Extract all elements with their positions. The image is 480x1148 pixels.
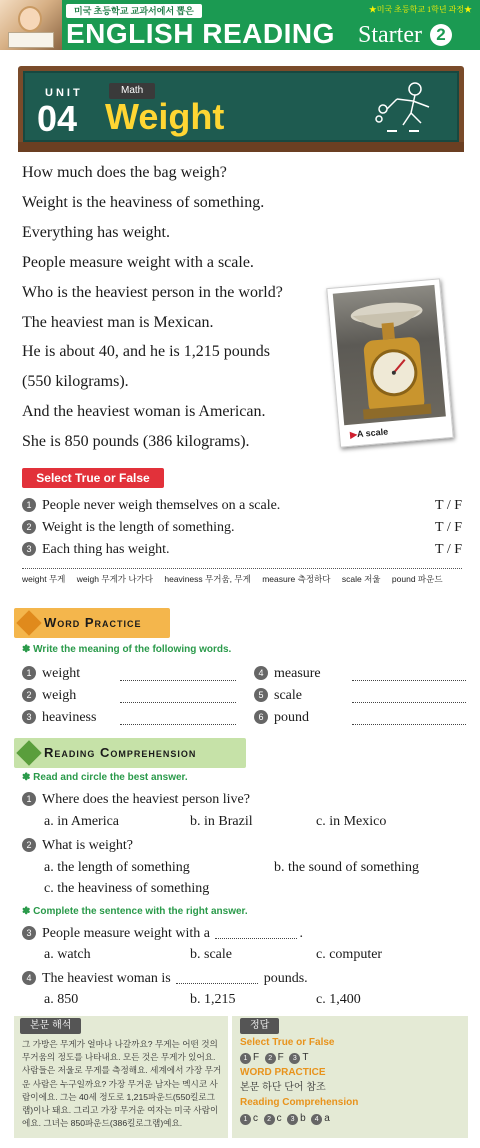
answer-option[interactable]: a. the length of something [44, 860, 190, 875]
answer-blank[interactable] [352, 702, 466, 703]
pencil-icon [16, 740, 41, 765]
answer-option[interactable]: b. in Brazil [190, 814, 253, 829]
answer-option[interactable]: b. 1,215 [190, 992, 236, 1007]
answer-rc-values: 1 c 2 c 3 b 4 a [240, 1112, 330, 1126]
answer-option[interactable]: a. in America [44, 814, 120, 829]
starter-label: Starter [358, 22, 422, 48]
vocabulary-strip [22, 568, 462, 585]
answer-wp-note: 본문 하단 단어 참조 [240, 1082, 326, 1093]
answer-blank[interactable] [120, 680, 236, 681]
answer-option[interactable]: c. computer [316, 947, 383, 962]
vocab-item: scale 저울 [341, 574, 381, 584]
word-practice-item: 4 measure [254, 664, 321, 684]
word-practice-instruction: ✽ Write the meaning of the following words. [22, 644, 232, 655]
question: 4 The heaviest woman is pounds. [22, 969, 308, 989]
passage-line: Everything has weight. [22, 223, 170, 241]
book-level [358, 20, 452, 50]
tf-answer-choice[interactable]: T / F [435, 520, 462, 535]
answer-option[interactable]: a. watch [44, 947, 91, 962]
passage-line: Who is the heaviest person in the world? [22, 283, 283, 301]
vocab-item: weigh 무게가 나가다 [76, 574, 153, 584]
answer-key-heading: 정답 [240, 1018, 279, 1034]
word-practice-item: 6 pound [254, 708, 309, 728]
answer-wp-title: WORD PRACTICE [240, 1067, 326, 1078]
translation-box [14, 1016, 228, 1138]
passage-line: The heaviest man is Mexican. [22, 313, 214, 331]
tf-answer-choice[interactable]: T / F [435, 498, 462, 513]
vocab-item: heaviness 무거움, 무게 [164, 574, 251, 584]
tf-item: 2 Weight is the length of something. T / F [22, 518, 462, 538]
rc-instruction: ✽ Read and circle the best answer. [22, 772, 188, 783]
passage-line: (550 kilograms). [22, 373, 129, 391]
answer-option[interactable]: c. 1,400 [316, 992, 361, 1007]
passage-line: People measure weight with a scale. [22, 253, 254, 271]
header-grade: ★미국 초등학교 1학년 과정★ [368, 5, 472, 14]
unit-chalkboard [18, 66, 464, 152]
word-practice-item: 5 scale [254, 686, 302, 706]
book-title: ENGLISH READING [66, 18, 335, 49]
tf-item: 3 Each thing has weight. T / F [22, 540, 462, 560]
header-tag: 미국 초등학교 교과서에서 뽑은 [66, 4, 202, 18]
answer-tf-title: Select True or False [240, 1037, 335, 1048]
word-practice-item: 3 heaviness [22, 708, 96, 728]
fill-blank[interactable] [176, 972, 258, 984]
answer-blank[interactable] [352, 680, 466, 681]
answer-option[interactable]: b. the sound of something [274, 860, 420, 875]
translation-heading: 본문 해석 [20, 1018, 81, 1034]
vocab-item: weight 무게 [22, 574, 66, 584]
stick-figure-scale-icon [367, 79, 437, 139]
vocab-item: measure 측정하다 [262, 574, 331, 584]
word-practice-item: 1 weight [22, 664, 80, 684]
answer-key-box [232, 1016, 468, 1138]
passage-line: He is about 40, and he is 1,215 pounds [22, 343, 270, 361]
answer-rc-title: Reading Comprehension [240, 1097, 359, 1108]
reading-passage [22, 158, 332, 457]
tf-answer-choice[interactable]: T / F [435, 542, 462, 557]
word-practice-item: 2 weigh [22, 686, 76, 706]
book-header [0, 0, 480, 50]
fill-blank[interactable] [215, 927, 297, 939]
answer-tf-values: 1 F 2 F 3 T [240, 1051, 308, 1065]
passage-line: She is 850 pounds (386 kilograms). [22, 433, 250, 451]
translation-text: 그 가방은 무게가 얼마나 나갈까요? 무게는 어떤 것의 무거움의 정도를 나타내요. 모든 것은 무게가 있어요. 사람들은 저울로 무게를 측정해요. 세계에서 가장 무거운 사람은 누구일까요? 가장 무거운 남자는 멕시코 사람이에요. 그는 40세 정도로 1,215파운드(550킬로그램)이나 돼요. 그리고 가장 무거운 여자는 미국 사람이에요. 그녀는 850파운드(386킬로그램)예요. [22, 1039, 222, 1129]
scale-photo [326, 278, 454, 447]
answer-option[interactable]: b. scale [190, 947, 232, 962]
passage-line: And the heaviest woman is American. [22, 403, 266, 421]
answer-blank[interactable] [120, 702, 236, 703]
passage-line: How much does the bag weigh? [22, 164, 227, 181]
answer-option[interactable]: a. 850 [44, 992, 79, 1007]
unit-subject: Math [109, 83, 155, 99]
pencil-icon [16, 610, 41, 635]
question: 2 What is weight? [22, 836, 133, 856]
word-practice-banner: Word Practice [14, 608, 170, 638]
header-photo [0, 0, 62, 50]
unit-label: UNIT [45, 87, 83, 99]
tf-item: 1 People never weigh themselves on a scale. T / F [22, 496, 462, 516]
answer-blank[interactable] [120, 724, 236, 725]
unit-number: 04 [37, 98, 78, 139]
rc-instruction: ✽ Complete the sentence with the right answer. [22, 906, 248, 917]
unit-title: Weight [105, 96, 225, 137]
kitchen-scale-image [333, 285, 446, 425]
passage-line: Weight is the heaviness of something. [22, 193, 265, 211]
reading-comprehension-banner: Reading Comprehension [14, 738, 246, 768]
vocab-item: pound 파운드 [391, 574, 443, 584]
question: 3 People measure weight with a . [22, 924, 303, 944]
question: 1 Where does the heaviest person live? [22, 790, 250, 810]
answer-option[interactable]: c. the heaviness of something [44, 881, 210, 896]
answer-blank[interactable] [352, 724, 466, 725]
answer-option[interactable]: c. in Mexico [316, 814, 387, 829]
true-false-heading: Select True or False [22, 468, 164, 488]
level-number: 2 [430, 24, 452, 46]
photo-caption: ▶A scale [349, 426, 389, 440]
